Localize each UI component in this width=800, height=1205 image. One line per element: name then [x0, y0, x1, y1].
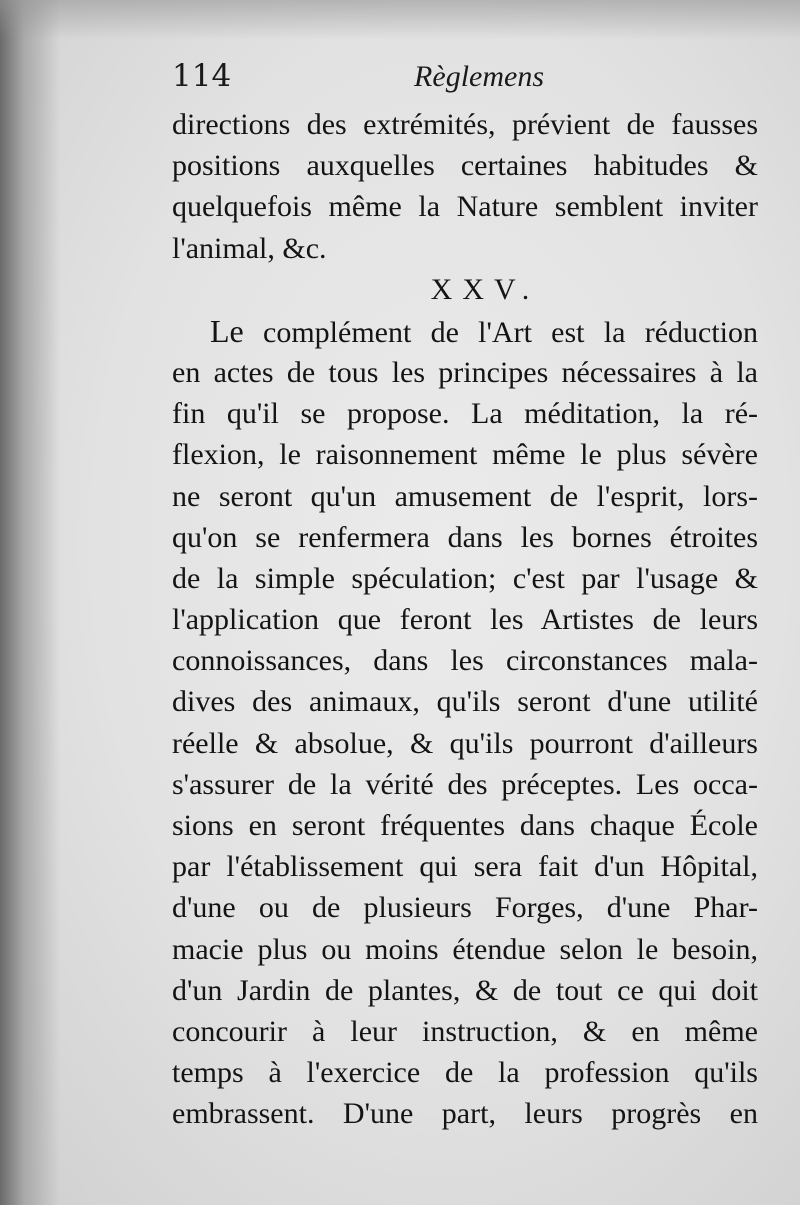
top-shadow: [0, 0, 800, 40]
text-line: ne seront qu'un amusement de l'esprit, lors-: [172, 479, 758, 513]
first-line-rest: complément de l'Art est la réduction: [263, 315, 758, 349]
spine-shadow: [0, 0, 60, 1205]
text-line: dives des animaux, qu'ils seront d'une utilité: [172, 685, 758, 719]
text-line: concourir à leur instruction, & en même: [172, 1014, 758, 1048]
text-line: l'application que feront les Artistes de leurs: [172, 603, 758, 637]
initial-word: Le: [210, 312, 244, 349]
section-heading: XXV.: [430, 272, 540, 306]
text-line: d'une ou de plusieurs Forges, d'une Phar-: [172, 891, 758, 925]
text-line: flexion, le raisonnement même le plus sévère: [172, 438, 758, 472]
text-line: positions auxquelles certaines habitudes &: [172, 149, 758, 183]
text-line: embrassent. D'une part, leurs progrès en: [172, 1097, 758, 1131]
text-line: de la simple spéculation; c'est par l'usage &: [172, 561, 758, 595]
text-line: quelquefois même la Nature semblent inviter: [172, 190, 758, 224]
text-line: en actes de tous les principes nécessaires à la: [172, 355, 758, 389]
text-line: sions en seront fréquentes dans chaque École: [172, 809, 758, 842]
text-line: par l'établissement qui sera fait d'un Hôpital,: [172, 850, 758, 884]
body-text: [172, 104, 758, 1135]
page-number: 114: [172, 58, 232, 94]
text-line: qu'on se renfermera dans les bornes étroites: [172, 520, 758, 554]
text-line: directions des extrémités, prévient de fausses: [172, 108, 758, 141]
text-line-first: [172, 311, 758, 352]
text-line: temps à l'exercice de la profession qu'ils: [172, 1056, 758, 1090]
text-line: réelle & absolue, & qu'ils pourront d'ailleurs: [172, 726, 758, 760]
text-line: fin qu'il se propose. La méditation, la ré-: [172, 397, 758, 431]
running-head: Règlemens: [414, 60, 544, 93]
text-line: s'assurer de la vérité des préceptes. Les occa-: [172, 767, 758, 801]
text-line: connoissances, dans les circonstances mala-: [172, 644, 758, 678]
page-header: [172, 58, 544, 102]
text-line: d'un Jardin de plantes, & de tout ce qui doit: [172, 973, 758, 1007]
text-line: macie plus ou moins étendue selon le besoin,: [172, 932, 758, 966]
text-line: l'animal, &c.: [172, 231, 327, 265]
